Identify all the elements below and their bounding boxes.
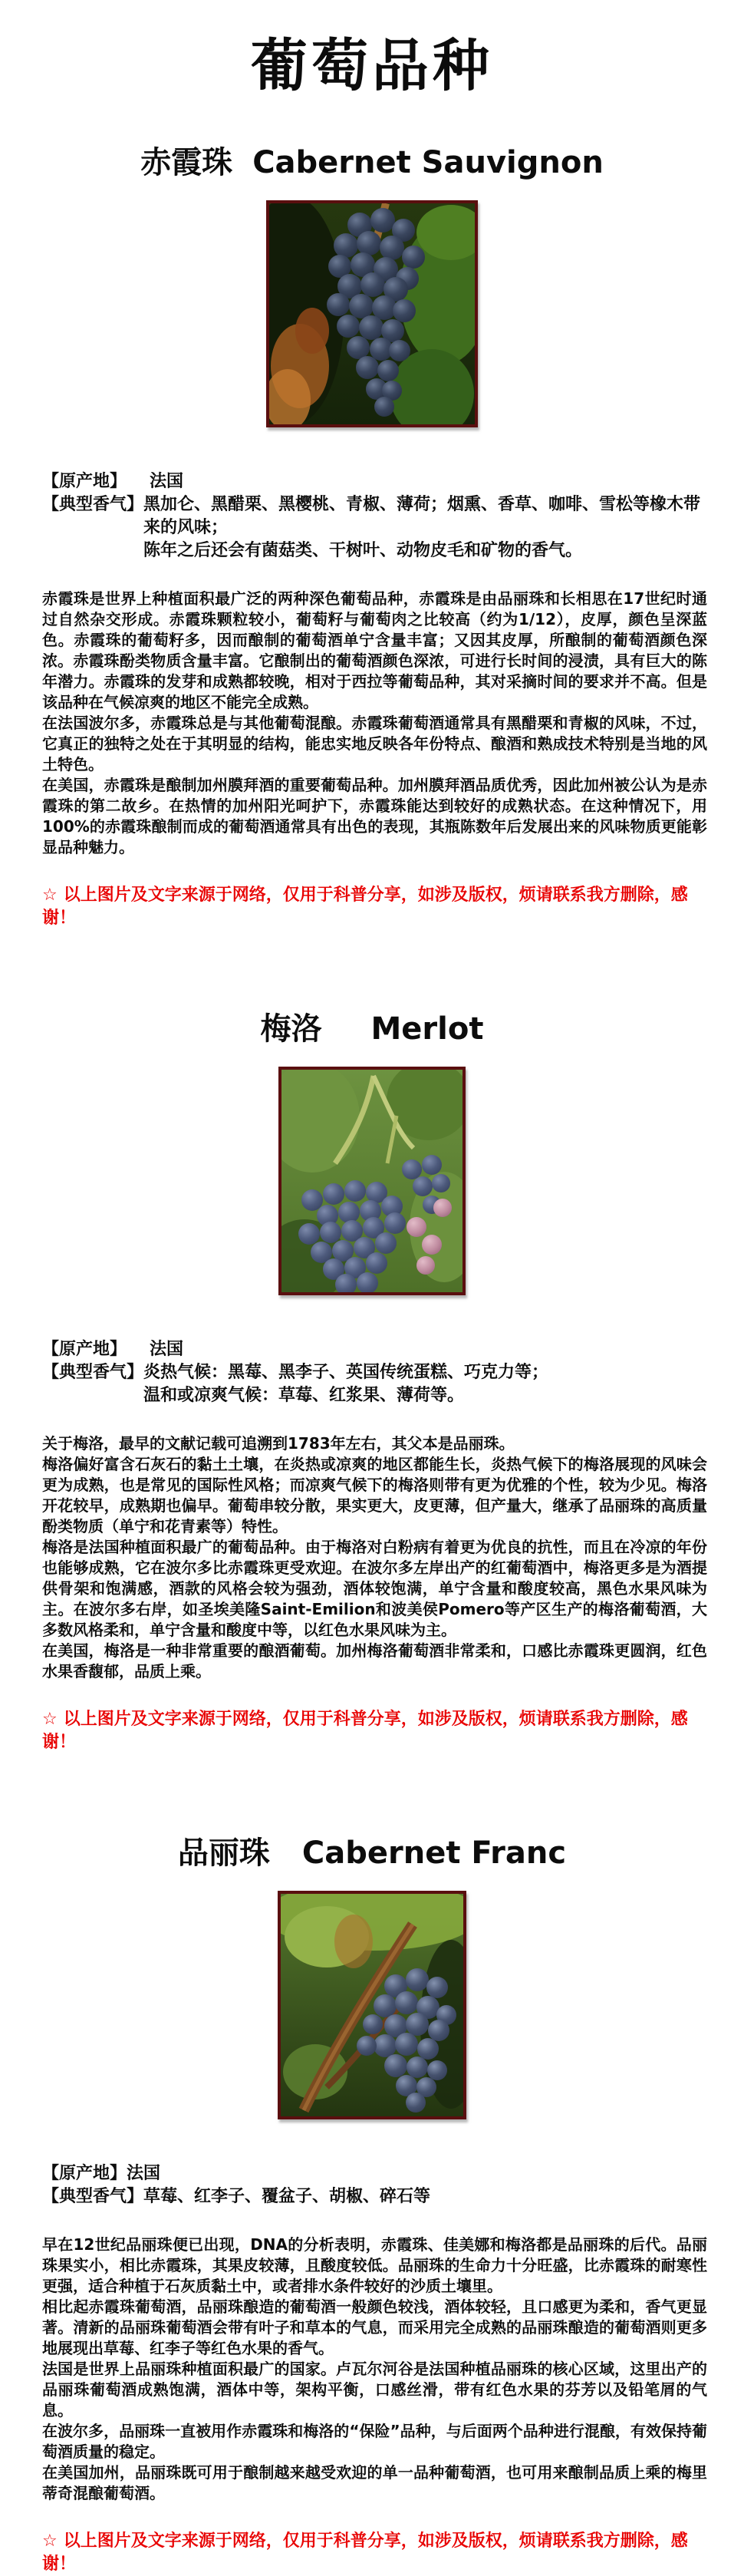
section-title: [0, 143, 744, 182]
section-title-cn: 品丽珠: [177, 1835, 270, 1871]
page-title: 葡萄品种: [251, 33, 493, 99]
section-title-en: Cabernet Franc: [301, 1835, 567, 1871]
aroma-line: 草莓、红李子、覆盆子、胡椒、碎石等: [143, 2186, 431, 2206]
info-block: [42, 1338, 707, 1407]
disclaimer-text: 以上图片及文字来源于网络，仅用于科普分享，如涉及版权，烦请联系我方删除，感谢！: [42, 1709, 688, 1752]
aroma-label: 【典型香气】: [42, 1362, 144, 1382]
star-icon: ☆: [42, 2531, 58, 2551]
grape-photo-merlot: [278, 1067, 466, 1295]
body-paragraph: 梅洛是法国种植面积最广的葡萄品种。由于梅洛对白粉病有着更为优良的抗性，而且在冷凉的年份也能够成熟，它在波尔多比赤霞珠更受欢迎。在波尔多左岸出产的红葡萄酒中，梅洛更多是为酒提供骨架和饱满感，酒款的风格会较为强劲，酒体较饱满，单宁含量和酸度较高，黑色水果风味为主。在波尔多右岸，如圣埃美隆Saint-Emilion和波美侯Pomero等产区生产的梅洛葡萄酒，大多数风格柔和，单宁含量和酸度中等，以红色水果风味为主。: [42, 1537, 707, 1639]
origin-label: 【原产地】: [42, 1339, 127, 1359]
section-merlot: [0, 1010, 744, 1754]
section-cabernet-franc: [0, 1834, 744, 2576]
disclaimer: [42, 2530, 707, 2576]
origin-label: 【原产地】: [42, 2163, 127, 2183]
aroma-line: 炎热气候：黑莓、黑李子、英国传统蛋糕、巧克力等；: [143, 1362, 549, 1382]
aroma-row: [42, 493, 707, 562]
aroma-line: 温和或凉爽气候：草莓、红浆果、薄荷等。: [143, 1385, 465, 1405]
body-paragraph: 在美国，梅洛是一种非常重要的酿酒葡萄。加州梅洛葡萄酒非常柔和，口感比赤霞珠更圆润，红色水果香馥郁，品质上乘。: [42, 1641, 707, 1681]
aroma-line: 陈年之后还会有菌菇类、干树叶、动物皮毛和矿物的香气。: [143, 540, 583, 560]
origin-row: [42, 2162, 707, 2185]
aroma-line: 黑加仑、黑醋栗、黑樱桃、青椒、薄荷；烟熏、香草、咖啡、雪松等橡木带来的风味；: [143, 494, 701, 537]
origin-value: 法国: [150, 1339, 184, 1359]
body-paragraph: 法国是世界上品丽珠种植面积最广的国家。卢瓦尔河谷是法国种植品丽珠的核心区域，这里出产的品丽珠葡萄酒成熟饱满，酒体中等，架构平衡，口感丝滑，带有红色水果的芬芳以及铅笔屑的气息。: [42, 2359, 707, 2419]
photo-wrapper: [0, 1891, 744, 2119]
body-paragraph: 相比起赤霞珠葡萄酒，品丽珠酿造的葡萄酒一般颜色较浅，酒体较轻，且口感更为柔和，香气更显著。清新的品丽珠葡萄酒会带有叶子和草本的气息，而采用完全成熟的品丽珠酿造的葡萄酒则更多地展现出草莓、红李子等红色水果的香气。: [42, 2297, 707, 2357]
body-paragraph: 早在12世纪品丽珠便已出现，DNA的分析表明，赤霞珠、佳美娜和梅洛都是品丽珠的后代。品丽珠果实小，相比赤霞珠，其果皮较薄，且酸度较低。品丽珠的生命力十分旺盛，比赤霞珠的耐寒性更强，适合种植于石灰质黏土中，或者排水条件较好的沙质土壤里。: [42, 2235, 707, 2295]
aroma-lines: [143, 1361, 707, 1407]
section-title-en: Merlot: [370, 1011, 484, 1047]
section-title-cn: 赤霞珠: [140, 144, 233, 180]
disclaimer: [42, 1708, 707, 1754]
aroma-label: 【典型香气】: [42, 2186, 144, 2206]
origin-value: 法国: [150, 471, 184, 491]
info-block: [42, 2162, 707, 2208]
aroma-row: [42, 1361, 707, 1407]
aroma-lines: [143, 2185, 707, 2208]
grape-photo-cabernet-sauvignon: [266, 200, 478, 427]
body-paragraph: 在美国，赤霞珠是酿制加州膜拜酒的重要葡萄品种。加州膜拜酒品质优秀，因此加州被公认为是赤霞珠的第二故乡。在热情的加州阳光呵护下，赤霞珠能达到较好的成熟状态。在这种情况下，用100%的赤霞珠酿制而成的葡萄酒通常具有出色的表现，其瓶陈数年后发展出来的风味物质更能彰显品种魅力。: [42, 775, 707, 856]
section-body: [42, 589, 707, 858]
origin-value: 法国: [127, 2163, 161, 2183]
info-block: [42, 470, 707, 562]
photo-wrapper: [0, 1067, 744, 1295]
section-title: [0, 1010, 744, 1048]
aroma-row: [42, 2185, 707, 2208]
aroma-lines: [143, 493, 707, 562]
grape-photo-cabernet-franc: [278, 1891, 466, 2119]
origin-label: 【原产地】: [42, 471, 127, 491]
disclaimer-text: 以上图片及文字来源于网络，仅用于科普分享，如涉及版权，烦请联系我方删除，感谢！: [42, 2531, 688, 2574]
body-paragraph: 关于梅洛，最早的文献记载可追溯到1783年左右，其父本是品丽珠。: [42, 1433, 515, 1453]
section-title: [0, 1834, 744, 1872]
star-icon: ☆: [42, 1709, 58, 1729]
body-paragraph: 在美国加州，品丽珠既可用于酿制越来越受欢迎的单一品种葡萄酒，也可用来酿制品质上乘的梅里蒂奇混酿葡萄酒。: [42, 2462, 707, 2502]
disclaimer-text: 以上图片及文字来源于网络，仅用于科普分享，如涉及版权，烦请联系我方删除，感谢！: [42, 885, 688, 928]
section-title-en: Cabernet Sauvignon: [252, 144, 604, 180]
section-body: [42, 1433, 707, 1682]
aroma-label: 【典型香气】: [42, 494, 144, 514]
section-cabernet-sauvignon: [0, 143, 744, 930]
origin-row: [42, 470, 707, 493]
section-title-cn: 梅洛: [260, 1011, 322, 1047]
star-icon: ☆: [42, 885, 58, 905]
body-paragraph: 赤霞珠是世界上种植面积最广泛的两种深色葡萄品种，赤霞珠是由品丽珠和长相思在17世纪时通过自然杂交形成。赤霞珠颗粒较小，葡萄籽与葡萄肉之比较高（约为1/12），皮厚，颜色呈深蓝色。赤霞珠的葡萄籽多，因而酿制的葡萄酒单宁含量丰富；又因其皮厚，所酿制的葡萄酒颜色深浓。赤霞珠酚类物质含量丰富。它酿制出的葡萄酒颜色深浓，可进行长时间的浸渍，具有巨大的陈年潜力。赤霞珠的发芽和成熟都较晚，相对于西拉等葡萄品种，其对采摘时间的要求并不高。但是该品种在气候凉爽的地区不能完全成熟。: [42, 589, 707, 711]
body-paragraph: 在波尔多，品丽珠一直被用作赤霞珠和梅洛的“保险”品种，与后面两个品种进行混酿，有效保持葡萄酒质量的稳定。: [42, 2421, 707, 2461]
disclaimer: [42, 884, 707, 930]
origin-row: [42, 1338, 707, 1361]
photo-wrapper: [0, 200, 744, 427]
section-body: [42, 2235, 707, 2504]
body-paragraph: 在法国波尔多，赤霞珠总是与其他葡萄混酿。赤霞珠葡萄酒通常具有黑醋栗和青椒的风味，不过，它真正的独特之处在于其明显的结构，能忠实地反映各年份特点、酿酒和熟成技术特别是当地的风土特色。: [42, 713, 707, 773]
body-paragraph: 梅洛偏好富含石灰石的黏土土壤，在炎热或凉爽的地区都能生长，炎热气候下的梅洛展现的风味会更为成熟，也是常见的国际性风格；而凉爽气候下的梅洛则带有更为优雅的个性，较为少见。梅洛开花较早，成熟期也偏早。葡萄串较分散，果实更大，皮更薄，但产量大，继承了品丽珠的高质量酚类物质（单宁和花青素等）特性。: [42, 1454, 707, 1535]
